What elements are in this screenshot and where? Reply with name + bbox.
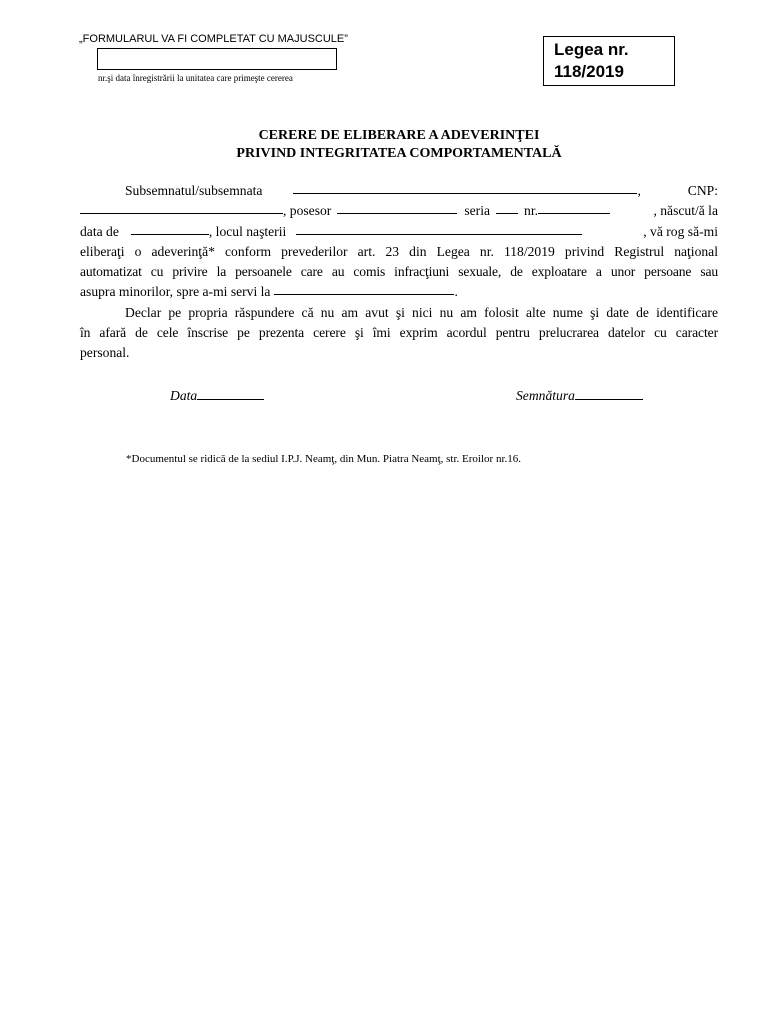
law-reference-line2: 118/2019 bbox=[554, 62, 624, 81]
declaration-text-1: Declar pe propria răspundere că nu am avut şi nici nu am folosit alte nume şi date de identificare bbox=[125, 304, 718, 320]
locul-nasterii-label: , locul naşterii bbox=[208, 223, 287, 239]
uppercase-notice: „FORMULARUL VA FI COMPLETAT CU MAJUSCULE” bbox=[79, 33, 348, 45]
seria-label: seria bbox=[464, 203, 491, 219]
document-title-line1: CERERE DE ELIBERARE A ADEVERINŢEI bbox=[258, 128, 540, 143]
posesor-label: , posesor bbox=[283, 203, 332, 219]
form-line-1: Subsemnatul/subsemnata , CNP: bbox=[80, 181, 718, 201]
date-block bbox=[170, 387, 264, 404]
registration-number-field[interactable] bbox=[97, 48, 337, 70]
body-text-6: asupra minorilor, spre a-mi servi la bbox=[80, 284, 271, 300]
footnote: *Documentul se ridică de la sediul I.P.J. Neamţ, din Mun. Piatra Neamţ, str. Eroilor nr.16. bbox=[126, 453, 522, 465]
law-reference-line1: Legea nr. bbox=[554, 40, 629, 59]
cnp-field[interactable] bbox=[80, 201, 283, 214]
registration-caption: nr.şi data înregistrării la unitatea care primeşte cererea bbox=[98, 73, 293, 83]
id-number-field[interactable] bbox=[538, 201, 610, 214]
declaration-line-2 bbox=[80, 323, 718, 343]
request-paragraph bbox=[80, 181, 718, 364]
law-reference-box bbox=[543, 36, 675, 86]
cnp-label: CNP: bbox=[687, 183, 718, 198]
signature-label: Semnătura bbox=[516, 388, 575, 403]
date-label: Data bbox=[170, 388, 198, 403]
signature-block bbox=[516, 387, 643, 404]
birth-date-field[interactable] bbox=[131, 222, 209, 235]
name-field[interactable] bbox=[293, 181, 637, 194]
nascut-label: , născut/ă la bbox=[653, 203, 718, 219]
nr-label: nr. bbox=[524, 203, 538, 219]
date-field[interactable] bbox=[197, 387, 264, 400]
body-line-5 bbox=[80, 262, 718, 282]
subsemnatul-label: Subsemnatul/subsemnata bbox=[125, 183, 263, 198]
signature-field[interactable] bbox=[575, 387, 643, 400]
birthplace-field[interactable] bbox=[296, 222, 582, 235]
seria-field[interactable] bbox=[496, 201, 518, 214]
va-rog-label: , vă rog să-mi bbox=[643, 223, 718, 239]
body-text-5: automatizat cu privire la persoanele care au comis infracţiuni sexuale, de exploatare a unor persoane sau bbox=[80, 264, 718, 280]
declaration-text-3: personal. bbox=[80, 345, 130, 361]
declaration-text-2: în afară de cele înscrise pe prezenta cerere şi îmi exprim acordul pentru prelucrarea datelor cu caracter bbox=[80, 325, 718, 341]
declaration-line-1 bbox=[80, 303, 718, 323]
form-line-2 bbox=[80, 201, 718, 221]
document-title-line2: PRIVIND INTEGRITATEA COMPORTAMENTALĂ bbox=[236, 146, 562, 161]
data-de-label: data de bbox=[80, 223, 119, 239]
declaration-line-3 bbox=[80, 343, 718, 363]
form-line-3 bbox=[80, 222, 718, 242]
purpose-field[interactable] bbox=[274, 282, 454, 295]
body-line-6: asupra minorilor, spre a-mi servi la . bbox=[80, 282, 718, 302]
body-text-4: eliberaţi o adeverinţă* conform prevederilor art. 23 din Legea nr. 118/2019 privind Registrul naţional bbox=[80, 243, 718, 259]
body-line-4 bbox=[80, 242, 718, 262]
id-document-type-field[interactable] bbox=[337, 201, 457, 214]
